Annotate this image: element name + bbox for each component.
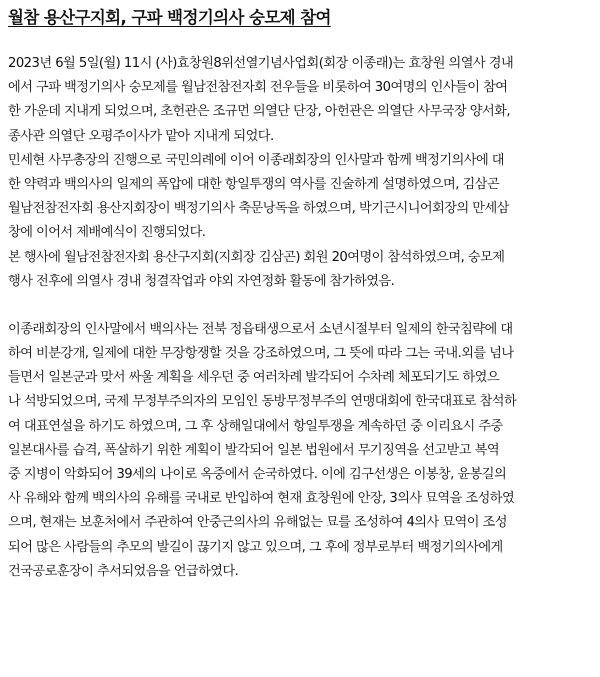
text-line: 에서 구파 백정기의사 숭모제를 월남전참전자회 전우들을 비롯하여 30여명의 인사들이 참여 (8, 80, 508, 96)
text-line: 중 지병이 악화되어 39세의 나이로 옥중에서 순국하였다. 이에 김구선생은 이봉창, 윤봉길의 (8, 467, 507, 482)
text-line: 일본대사를 습격, 폭살하기 위한 계획이 발각되어 일본 법원에서 무기징역을 선고받고 복역 (8, 442, 500, 458)
text-line: 한 가운데 지내게 되었으며, 초헌관은 조규먼 의열단 단장, 아헌관은 의열단 사무국장 양서화, (8, 104, 510, 120)
text-line: 월남전참전자회 용산지회장이 백정기의사 축문낭독을 하였으며, 박기근시니어회장의 만세삼 (8, 201, 509, 217)
paragraph-ceremony-proceedings (8, 149, 596, 246)
text-line: 하여 비분강개, 일제에 대한 무장항쟁할 것을 강조하였으며, 그 뜻에 따라 그는 국내.외를 넘나 (8, 346, 514, 362)
text-line: 본 행사에 월남전참전자회 용산구지회(지회장 김삼곤) 회원 20여명이 참석하였으며, 숭모제 (8, 249, 505, 265)
text-line: 들면서 일본군과 맞서 싸울 계획을 세우던 중 여러차례 발각되어 수차례 체포되기도 하였으 (8, 370, 500, 386)
text-line: 한 약력과 백의사의 일제의 폭압에 대한 항일투쟁의 역사를 진술하게 설명하였으며, 김삼곤 (8, 176, 500, 192)
text-line: 되어 많은 사람들의 추모의 발길이 끊기지 않고 있으며, 그 후에 정부로부터 백정기의사에게 (8, 539, 503, 555)
text-line: 사 유해와 함께 백의사의 유해를 국내로 반입하여 현재 효창원에 안장, 3의사 묘역을 조성하였 (8, 491, 515, 507)
paragraph-speech-summary (8, 318, 596, 584)
text-line: 이종래회장의 인사말에서 백의사는 전북 정읍태생으로서 소년시절부터 일제의 한국침략에 대 (8, 321, 513, 337)
article (8, 8, 596, 584)
text-line: 으며, 현재는 보훈처에서 주관하여 안중근의사의 유해없는 묘를 조성하여 4의사 묘역이 조성 (8, 515, 507, 531)
text-line: 창에 이어서 제배예식이 진행되었다. (8, 225, 206, 241)
text-line: 종사관 의열단 오평주이사가 맡아 지내게 되었다. (8, 128, 274, 144)
text-line: 나 석방되었으며, 국제 무정부주의자의 모임인 동방무정부주의 연맹대회에 한국대표로 참석하 (8, 394, 517, 410)
text-line: 행사 전후에 의열사 경내 청결작업과 야외 자연정화 활동에 참가하였음. (8, 273, 395, 289)
text-line: 여 대표연설을 하기도 하였으며, 그 후 상해일대에서 항일투쟁을 계속하던 중 이리요시 주중 (8, 418, 503, 434)
text-line: 건국공로훈장이 추서되었음을 언급하였다. (8, 563, 239, 579)
paragraph-participation (8, 246, 596, 294)
text-line: 민세현 사무총장의 진행으로 국민의례에 이어 이종래회장의 인사말과 함께 백정기의사에 대 (8, 152, 504, 168)
article-title: 월참 용산구지회, 구파 백정기의사 숭모제 참여 (8, 8, 331, 27)
text-line: 2023년 6월 5일(월) 11시 (사)효창원8위선열기념사업회(회장 이종래)는 효창원 의열사 경내 (8, 56, 514, 71)
paragraph-ceremony-overview (8, 52, 596, 149)
